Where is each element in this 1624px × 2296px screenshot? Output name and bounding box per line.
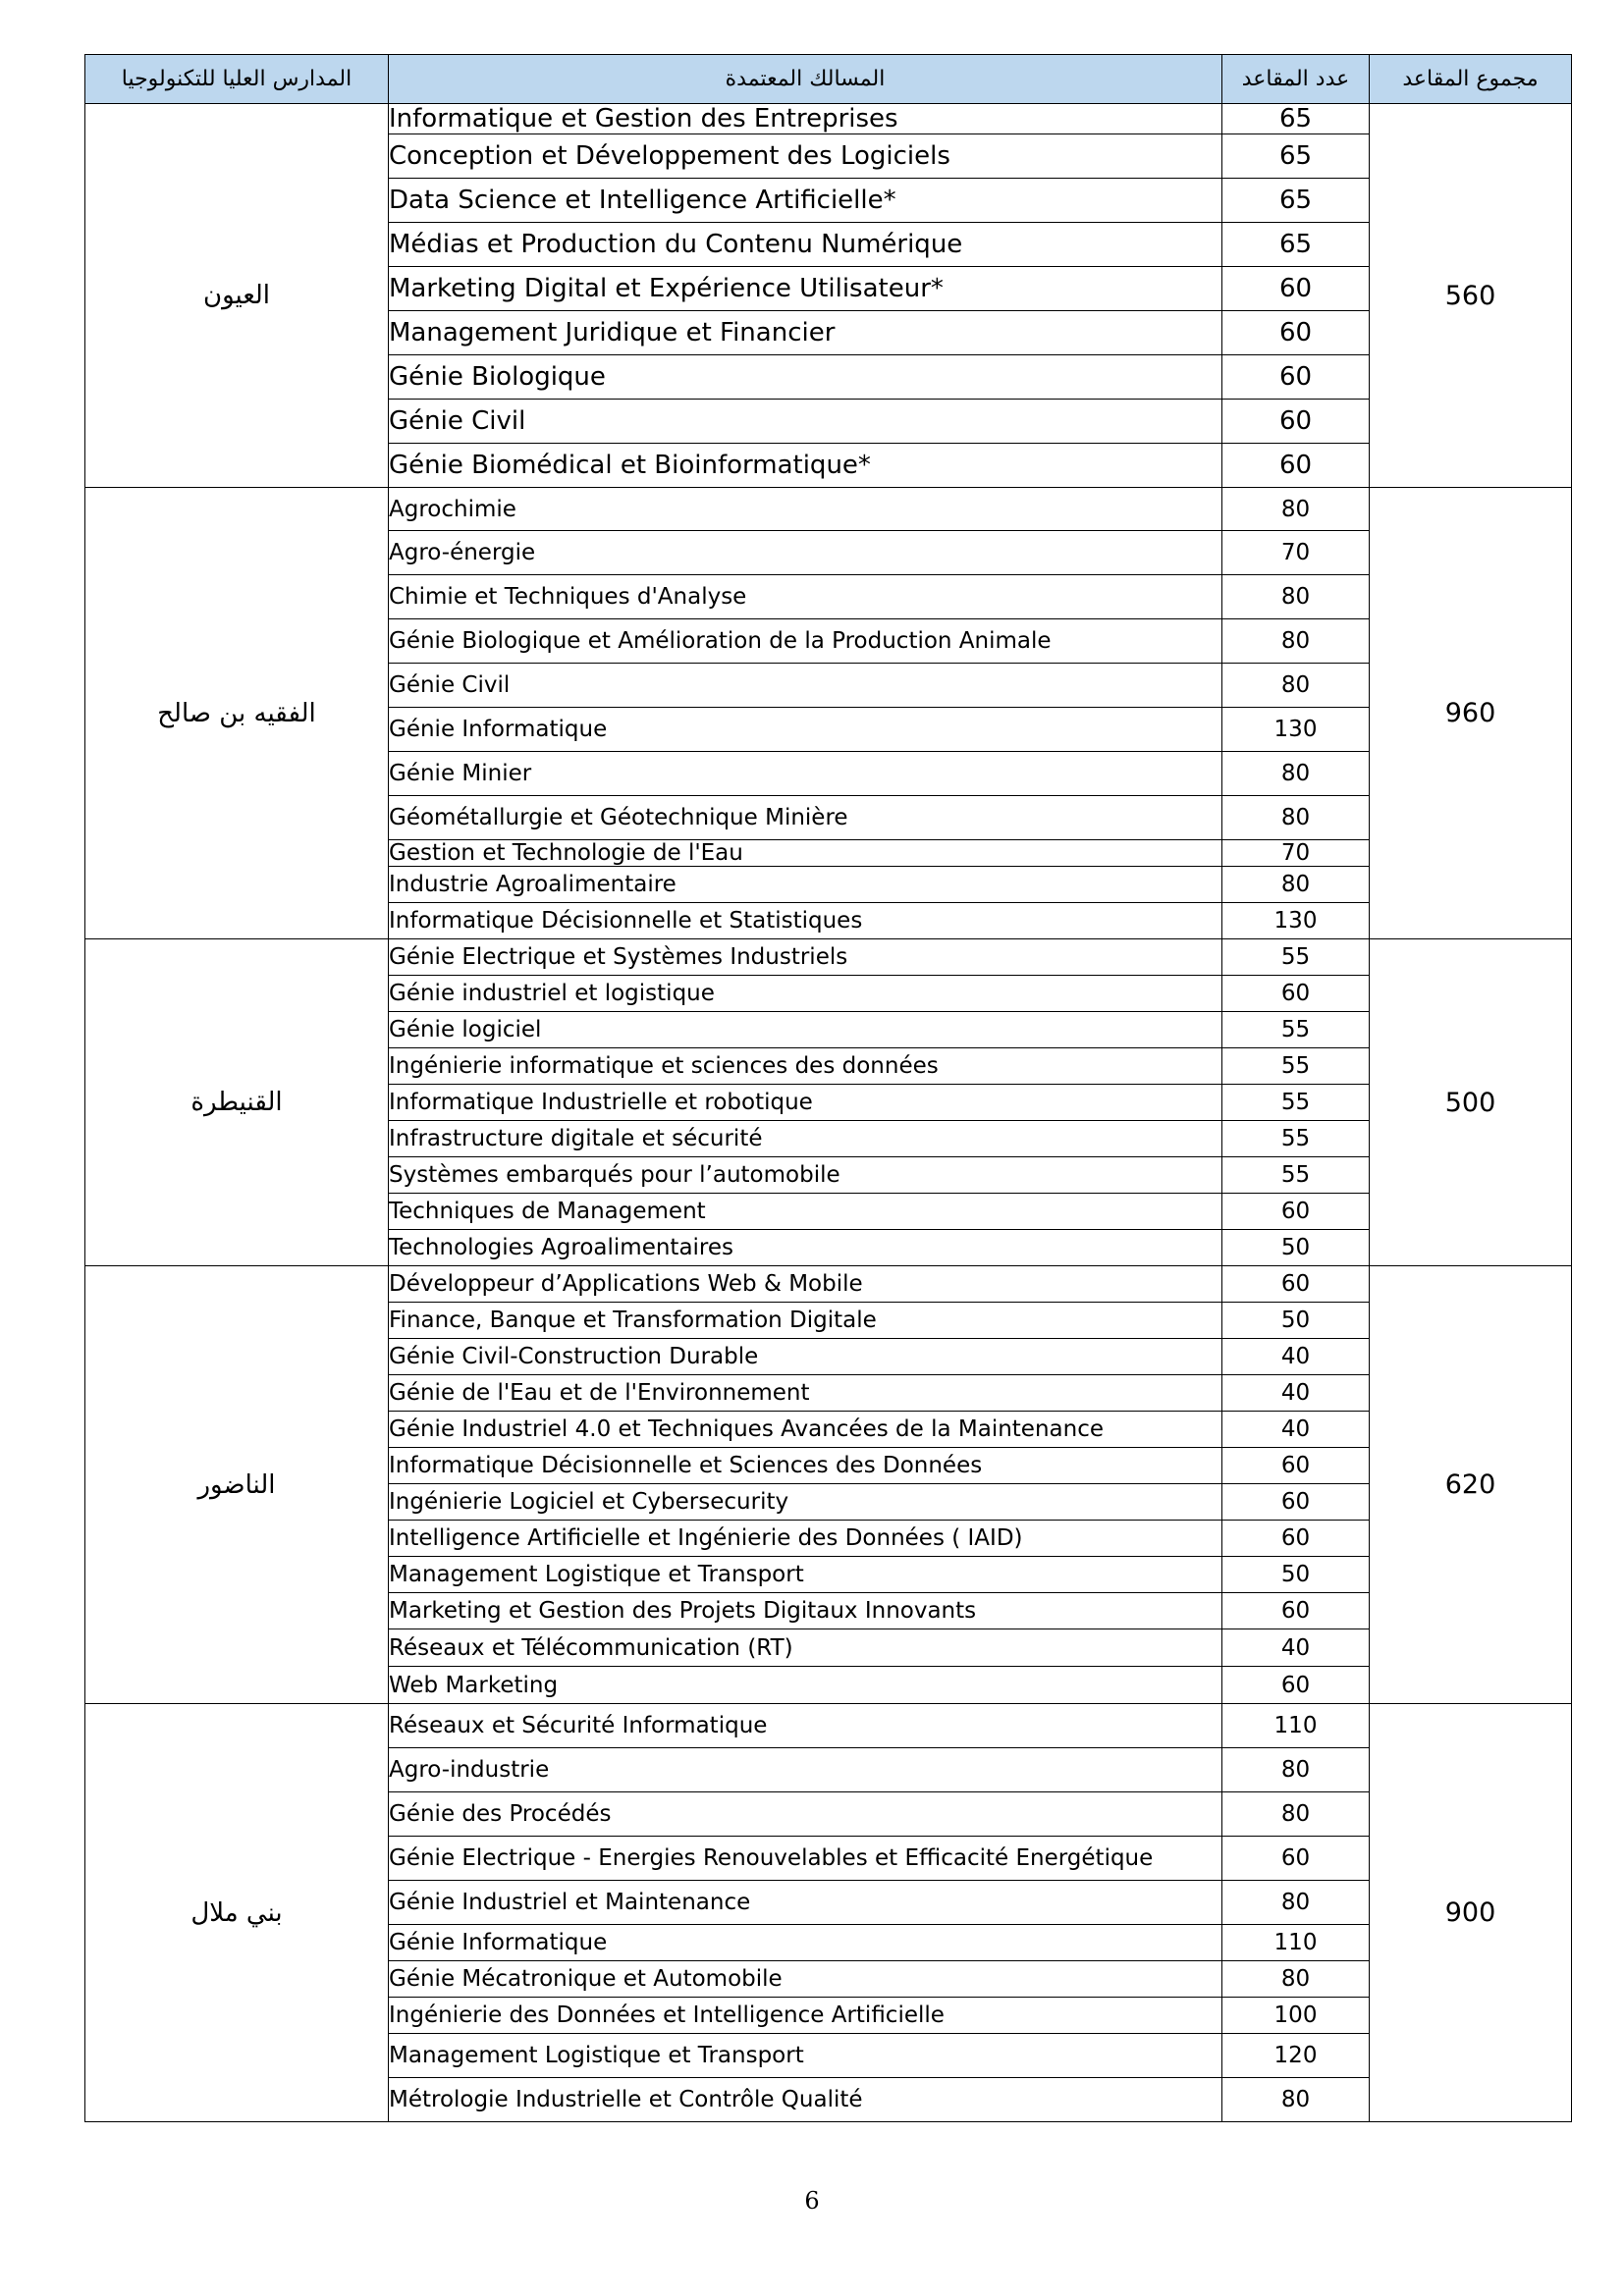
seat-count: 40	[1222, 1412, 1370, 1448]
program-name: Génie Civil	[389, 664, 1222, 708]
seat-count: 65	[1222, 104, 1370, 134]
program-name: Génie Mécatronique et Automobile	[389, 1961, 1222, 1998]
seat-count: 40	[1222, 1339, 1370, 1375]
seat-count: 60	[1222, 1448, 1370, 1484]
program-name: Finance, Banque et Transformation Digitale	[389, 1303, 1222, 1339]
header-program: المسالك المعتمدة	[389, 55, 1222, 104]
school-name: الناضور	[85, 1266, 389, 1704]
seat-count: 80	[1222, 796, 1370, 840]
seat-count: 60	[1222, 267, 1370, 311]
header-seats: عدد المقاعد	[1222, 55, 1370, 104]
seat-count: 80	[1222, 488, 1370, 531]
program-name: Marketing et Gestion des Projets Digitaux Innovants	[389, 1593, 1222, 1629]
seat-count: 60	[1222, 1667, 1370, 1704]
program-name: Génie logiciel	[389, 1012, 1222, 1048]
seat-count: 110	[1222, 1925, 1370, 1961]
program-name: Systèmes embarqués pour l’automobile	[389, 1157, 1222, 1194]
program-name: Développeur d’Applications Web & Mobile	[389, 1266, 1222, 1303]
header-school: المدارس العليا للتكنولوجيا	[85, 55, 389, 104]
total-seats: 960	[1370, 488, 1572, 939]
program-name: Technologies Agroalimentaires	[389, 1230, 1222, 1266]
program-name: Management Juridique et Financier	[389, 311, 1222, 355]
program-name: Gestion et Technologie de l'Eau	[389, 840, 1222, 867]
seat-count: 60	[1222, 976, 1370, 1012]
program-name: Génie de l'Eau et de l'Environnement	[389, 1375, 1222, 1412]
program-name: Conception et Développement des Logiciels	[389, 134, 1222, 179]
program-name: Géométallurgie et Géotechnique Minière	[389, 796, 1222, 840]
program-name: Agro-énergie	[389, 531, 1222, 575]
seat-count: 60	[1222, 1194, 1370, 1230]
seat-count: 65	[1222, 134, 1370, 179]
seat-count: 70	[1222, 840, 1370, 867]
program-name: Ingénierie des Données et Intelligence Artificielle	[389, 1998, 1222, 2034]
program-name: Infrastructure digitale et sécurité	[389, 1121, 1222, 1157]
seat-count: 130	[1222, 708, 1370, 752]
seat-count: 80	[1222, 2078, 1370, 2122]
program-name: Informatique Industrielle et robotique	[389, 1085, 1222, 1121]
seat-count: 130	[1222, 903, 1370, 939]
program-name: Génie Biologique	[389, 355, 1222, 400]
seat-count: 55	[1222, 1157, 1370, 1194]
table-row	[85, 1266, 1572, 1303]
program-name: Ingénierie Logiciel et Cybersecurity	[389, 1484, 1222, 1521]
seat-count: 55	[1222, 1012, 1370, 1048]
seat-count: 60	[1222, 1266, 1370, 1303]
seat-count: 40	[1222, 1629, 1370, 1667]
seat-count: 60	[1222, 444, 1370, 488]
program-name: Informatique et Gestion des Entreprises	[389, 104, 1222, 134]
school-name: بني ملال	[85, 1704, 389, 2122]
program-name: Génie Biomédical et Bioinformatique*	[389, 444, 1222, 488]
program-name: Génie Civil-Construction Durable	[389, 1339, 1222, 1375]
program-name: Informatique Décisionnelle et Statistiques	[389, 903, 1222, 939]
seat-count: 50	[1222, 1557, 1370, 1593]
program-name: Génie Electrique et Systèmes Industriels	[389, 939, 1222, 976]
seat-count: 120	[1222, 2034, 1370, 2078]
table-body	[85, 104, 1572, 2122]
seat-count: 60	[1222, 400, 1370, 444]
program-name: Génie Industriel et Maintenance	[389, 1881, 1222, 1925]
seat-count: 80	[1222, 752, 1370, 796]
program-name: Industrie Agroalimentaire	[389, 867, 1222, 903]
program-name: Génie industriel et logistique	[389, 976, 1222, 1012]
seat-count: 55	[1222, 1121, 1370, 1157]
seat-count: 40	[1222, 1375, 1370, 1412]
program-name: Intelligence Artificielle et Ingénierie des Données ( IAID)	[389, 1521, 1222, 1557]
seat-count: 70	[1222, 531, 1370, 575]
program-name: Management Logistique et Transport	[389, 1557, 1222, 1593]
seat-count: 110	[1222, 1704, 1370, 1748]
program-name: Génie Biologique et Amélioration de la Production Animale	[389, 619, 1222, 664]
page-number: 6	[804, 2187, 820, 2215]
programs-table	[84, 54, 1572, 2122]
program-name: Management Logistique et Transport	[389, 2034, 1222, 2078]
table-row	[85, 1704, 1572, 1748]
seat-count: 55	[1222, 939, 1370, 976]
seat-count: 80	[1222, 1881, 1370, 1925]
seat-count: 80	[1222, 1792, 1370, 1837]
program-name: Marketing Digital et Expérience Utilisateur*	[389, 267, 1222, 311]
program-name: Métrologie Industrielle et Contrôle Qualité	[389, 2078, 1222, 2122]
table-row	[85, 104, 1572, 134]
program-name: Génie Civil	[389, 400, 1222, 444]
seat-count: 80	[1222, 1748, 1370, 1792]
seat-count: 80	[1222, 867, 1370, 903]
program-name: Agrochimie	[389, 488, 1222, 531]
seat-count: 55	[1222, 1085, 1370, 1121]
seat-count: 60	[1222, 1593, 1370, 1629]
total-seats: 500	[1370, 939, 1572, 1266]
program-name: Médias et Production du Contenu Numérique	[389, 223, 1222, 267]
seat-count: 80	[1222, 619, 1370, 664]
program-name: Agro-industrie	[389, 1748, 1222, 1792]
program-name: Génie Minier	[389, 752, 1222, 796]
total-seats: 560	[1370, 104, 1572, 488]
seat-count: 80	[1222, 664, 1370, 708]
seat-count: 80	[1222, 1961, 1370, 1998]
seat-count: 60	[1222, 1484, 1370, 1521]
seat-count: 65	[1222, 223, 1370, 267]
seat-count: 50	[1222, 1303, 1370, 1339]
header-total: مجموع المقاعد	[1370, 55, 1572, 104]
program-name: Génie Informatique	[389, 708, 1222, 752]
seat-count: 60	[1222, 1837, 1370, 1881]
program-name: Web Marketing	[389, 1667, 1222, 1704]
total-seats: 620	[1370, 1266, 1572, 1704]
program-name: Génie Industriel 4.0 et Techniques Avancées de la Maintenance	[389, 1412, 1222, 1448]
program-name: Chimie et Techniques d'Analyse	[389, 575, 1222, 619]
seat-count: 60	[1222, 1521, 1370, 1557]
total-seats: 900	[1370, 1704, 1572, 2122]
seat-count: 80	[1222, 575, 1370, 619]
seat-count: 55	[1222, 1048, 1370, 1085]
seat-count: 60	[1222, 311, 1370, 355]
program-name: Informatique Décisionnelle et Sciences des Données	[389, 1448, 1222, 1484]
program-name: Réseaux et Télécommunication (RT)	[389, 1629, 1222, 1667]
table-row	[85, 939, 1572, 976]
school-name: العيون	[85, 104, 389, 488]
seat-count: 60	[1222, 355, 1370, 400]
program-name: Génie des Procédés	[389, 1792, 1222, 1837]
table-row	[85, 488, 1572, 531]
header-row	[85, 55, 1572, 104]
school-name: القنيطرة	[85, 939, 389, 1266]
program-name: Techniques de Management	[389, 1194, 1222, 1230]
program-name: Génie Electrique - Energies Renouvelables et Efficacité Energétique	[389, 1837, 1222, 1881]
school-name: الفقيه بن صالح	[85, 488, 389, 939]
program-name: Ingénierie informatique et sciences des données	[389, 1048, 1222, 1085]
program-name: Génie Informatique	[389, 1925, 1222, 1961]
seat-count: 65	[1222, 179, 1370, 223]
program-name: Data Science et Intelligence Artificielle*	[389, 179, 1222, 223]
seat-count: 50	[1222, 1230, 1370, 1266]
program-name: Réseaux et Sécurité Informatique	[389, 1704, 1222, 1748]
seat-count: 100	[1222, 1998, 1370, 2034]
